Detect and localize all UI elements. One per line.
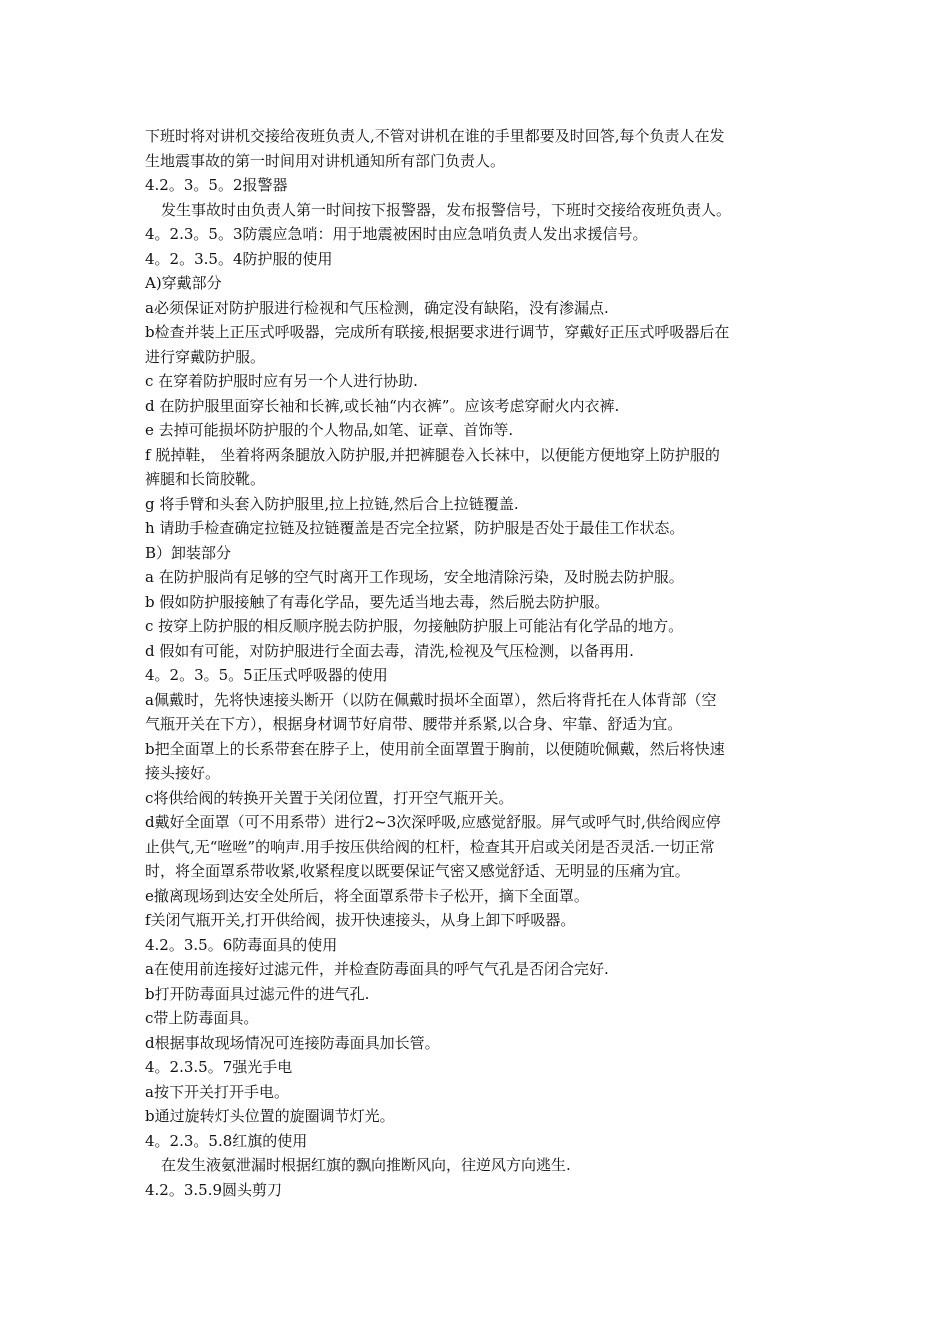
document-page [145, 124, 810, 1202]
text-line: 4。2。3。5。5正压式呼吸器的使用 [145, 666, 388, 684]
text-line: 气瓶开关在下方），根据身材调节好肩带、腰带并系紧,以合身、牢靠、舒适为宜。 [145, 715, 683, 733]
text-line: 4。2.3.5。7强光手电 [145, 1058, 293, 1076]
text-line: e 去掉可能损坏防护服的个人物品,如笔、证章、首饰等. [145, 421, 514, 439]
text-line: d 在防护服里面穿长袖和长裤,或长袖“内衣裤”。应该考虑穿耐火内衣裤. [145, 396, 620, 415]
text-line: d戴好全面罩（可不用系带）进行2~3次深呼吸,应感觉舒服。屏气或呼气时,供给阀应停 [145, 813, 721, 831]
text-line: b把全面罩上的长系带套在脖子上，使用前全面罩置于胸前，以便随吮佩戴，然后将快速 [145, 739, 725, 758]
text-line: d根据事故现场情况可连接防毒面具加长管。 [145, 1033, 440, 1052]
text-line: 进行穿戴防护服。 [145, 347, 266, 366]
text-line: d 假如有可能，对防护服进行全面去毒，清洗,检视及气压检测，以备再用. [145, 641, 634, 660]
text-line: 发生事故时由负责人第一时间按下报警器，发布报警信号，下班时交接给夜班负责人。 [161, 200, 732, 219]
text-line: 时，将全面罩系带收紧,收紧程度以既要保证气密又感觉舒适、无明显的压痛为宜。 [145, 862, 690, 880]
text-line: 4.2。3.5.9圆头剪刀 [145, 1180, 283, 1199]
text-line: a佩戴时，先将快速接头断开（以防在佩戴时损坏全面罩），然后将背托在人体背部（空 [145, 690, 717, 709]
text-line: b通过旋转灯头位置的旋圈调节灯光。 [145, 1107, 395, 1125]
text-line: a按下开关打开手电。 [145, 1082, 289, 1101]
text-line: 下班时将对讲机交接给夜班负责人,不管对讲机在谁的手里都要及时回答,每个负责人在发 [145, 127, 725, 145]
text-line: 在发生液氨泄漏时根据红旗的飘向推断风向，往逆风方向逃生. [161, 1156, 571, 1174]
text-line: 4.2。3。5。2报警器 [145, 176, 288, 194]
text-line: b打开防毒面具过滤元件的进气孔. [145, 984, 370, 1003]
text-line: a必须保证对防护服进行检视和气压检测，确定没有缺陷，没有渗漏点. [145, 298, 609, 317]
text-line: f 脱掉鞋， 坐着将两条腿放入防护服,并把裤腿卷入长袜中，以便能方便地穿上防护服的 [145, 445, 720, 464]
text-line: b 假如防护服接触了有毒化学品，要先适当地去毒，然后脱去防护服。 [145, 592, 610, 611]
text-line: c带上防毒面具。 [145, 1009, 259, 1027]
text-line: h 请助手检查确定拉链及拉链覆盖是否完全拉紧，防护服是否处于最佳工作状态。 [145, 519, 685, 537]
text-line: 4。2.3。5。3防震应急哨：用于地震被困时由应急哨负责人发出求援信号。 [145, 225, 648, 243]
text-line: e撤离现场到达安全处所后，将全面罩系带卡子松开，摘下全面罩。 [145, 886, 589, 905]
text-line: g 将手臂和头套入防护服里,拉上拉链,然后合上拉链覆盖. [145, 494, 519, 513]
text-line: 生地震事故的第一时间用对讲机通知所有部门负责人。 [145, 151, 506, 170]
text-line: 裤腿和长筒胶靴。 [145, 470, 266, 488]
text-line: f关闭气瓶开关,打开供给阀，拔开快速接头，从身上卸下呼吸器。 [145, 911, 576, 929]
text-line: c 按穿上防护服的相反顺序脱去防护服，勿接触防护服上可能沾有化学品的地方。 [145, 617, 684, 635]
text-line: c 在穿着防护服时应有另一个人进行协助. [145, 372, 418, 390]
text-line: A)穿戴部分 [145, 274, 222, 292]
text-line: B）卸装部分 [145, 543, 232, 562]
text-line: b检查并装上正压式呼吸器，完成所有联接,根据要求进行调节，穿戴好正压式呼吸器后在 [145, 323, 730, 341]
text-line: 4.2。3.5。6防毒面具的使用 [145, 935, 338, 954]
text-line: 接头接好。 [145, 764, 221, 782]
text-line: 4。2。3.5。4防护服的使用 [145, 249, 333, 268]
text-line: a在使用前连接好过滤元件，并检查防毒面具的呼气气孔是否闭合完好. [145, 960, 609, 978]
text-line: a 在防护服尚有足够的空气时离开工作现场，安全地清除污染，及时脱去防护服。 [145, 568, 684, 586]
text-line: 止供气,无“咝咝”的响声.用手按压供给阀的杠杆，检查其开启或关闭是否灵活.一切正常 [145, 837, 715, 856]
text-line: 4。2.3。5.8红旗的使用 [145, 1131, 308, 1150]
text-line: c将供给阀的转换开关置于关闭位置，打开空气瓶开关。 [145, 788, 514, 807]
